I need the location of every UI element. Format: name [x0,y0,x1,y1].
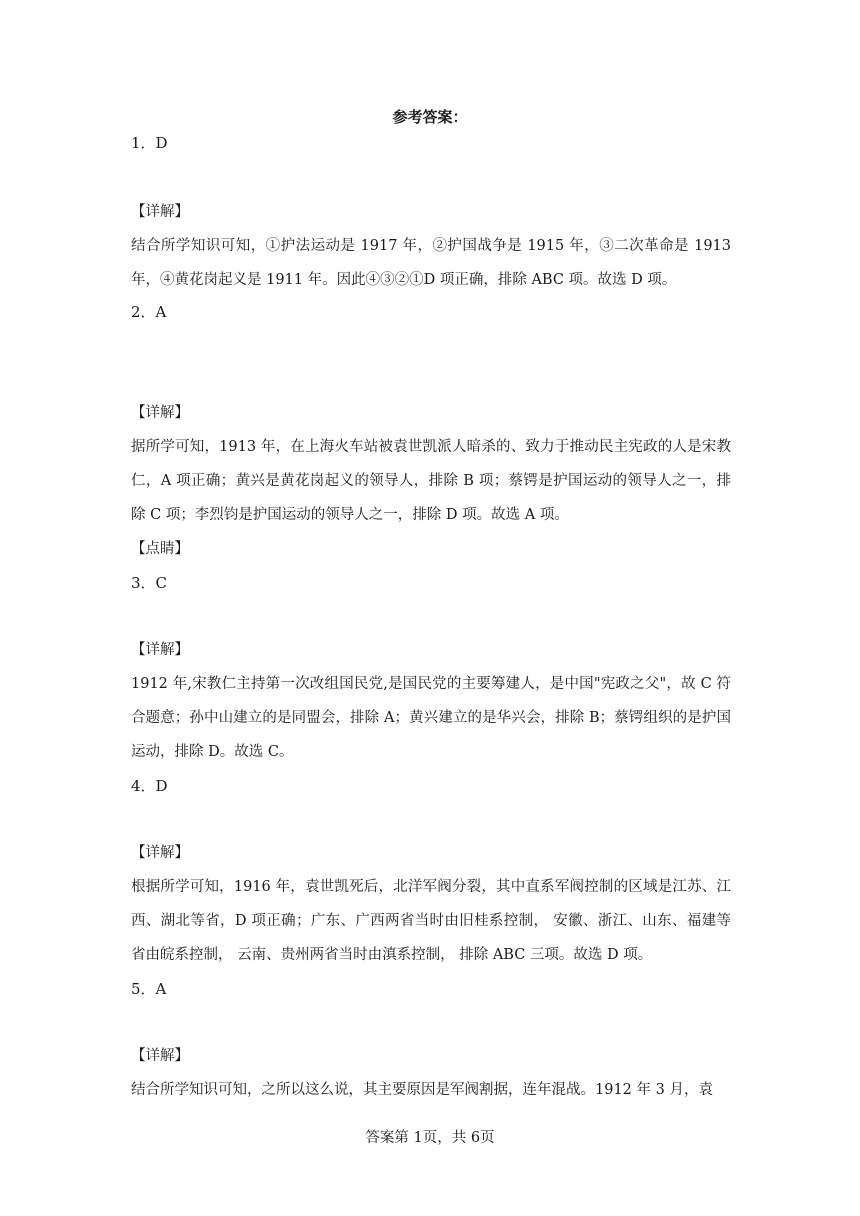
question-1-detail-header: 【详解】 [131,204,189,220]
question-4-explanation: 根据所学可知，1916 年，袁世凯死后，北洋军阀分裂，其中直系军阀控制的区域是江苏、江西、湖北等省，D 项正确；广东、广西两省当时由旧桂系控制， 安徽、浙江、山东、福建等省由皖系控制， 云南、贵州两省当时由滇系控制， 排除 ABC 三项。故选 D 项。 [131,879,731,963]
question-3-explanation: 1912 年,宋教仁主持第一次改组国民党,是国民党的主要筹建人，是中国"宪政之父"，故 C 符合题意；孙中山建立的是同盟会，排除 A；黄兴建立的是华兴会，排除 B；蔡锷组织的是护国运动，排除 D。故选 C。 [131,676,731,760]
question-3-answer: 3．C [131,574,168,592]
question-2-detail-header: 【详解】 [131,405,189,421]
question-3-detail-header: 【详解】 [131,642,189,658]
question-5-detail-header: 【详解】 [131,1048,189,1064]
question-1-answer: 1．D [131,134,168,152]
question-2-tip-header: 【点睛】 [131,541,189,557]
question-4-detail-header: 【详解】 [131,845,189,861]
question-4-answer: 4．D [131,777,168,795]
page-title: 参考答案： [392,108,468,126]
question-2-answer: 2．A [131,303,167,321]
question-2-explanation: 据所学可知，1913 年，在上海火车站被袁世凯派人暗杀的、致力于推动民主宪政的人是宋教仁，A 项正确；黄兴是黄花岗起义的领导人，排除 B 项；蔡锷是护国运动的领导人之一，排除 C 项；李烈钧是护国运动的领导人之一，排除 D 项。故选 A 项。 [131,439,731,523]
question-5-explanation: 结合所学知识可知，之所以这么说，其主要原因是军阀割据，连年混战。1912 年 3 月，袁 [131,1082,713,1098]
question-1-explanation: 结合所学知识可知，①护法运动是 1917 年，②护国战争是 1915 年，③二次革命是 1913 年，④黄花岗起义是 1911 年。因此④③②①D 项正确，排除 ABC 项。故选 D 项。 [131,238,731,288]
page-footer: 答案第 1页，共 6页 [365,1130,495,1146]
question-5-answer: 5．A [131,980,167,998]
